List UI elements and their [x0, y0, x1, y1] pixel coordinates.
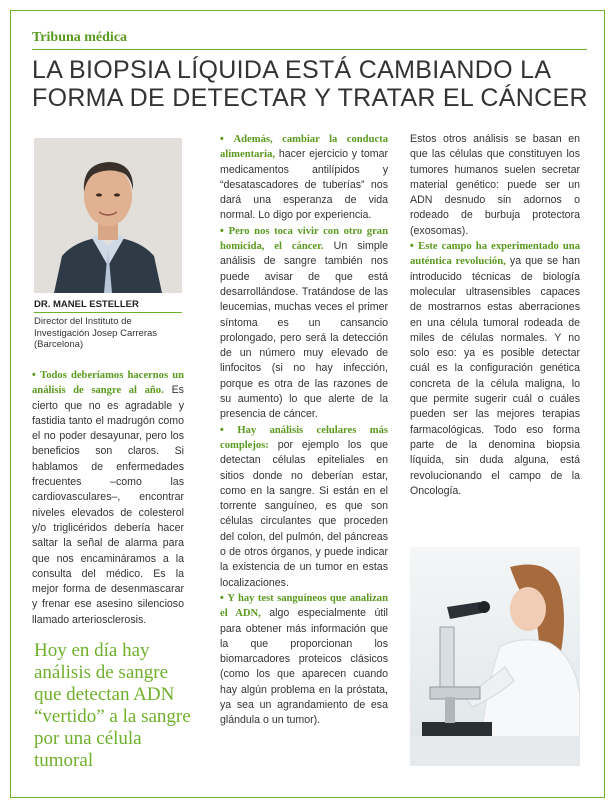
section-tag: Tribuna médica — [32, 30, 128, 45]
paragraph — [220, 132, 388, 224]
paragraph-body: Un simple análisis de sangre también nos puede avisar de que está desarrollándose. Tratándose de las leucemias, muchas veces el primer síntoma es un cansancio prolongado, pero será la detección de un número muy elevado de linfocitos (si no hay infección, porque es otra de las razones de su aumento) lo que alerte de la presencia de cáncer. — [220, 240, 388, 421]
paragraph-lead: Este campo ha experimentado una auténtica revolución, — [410, 241, 580, 268]
paragraph — [32, 368, 184, 628]
page-title: LA BIOPSIA LÍQUIDA ESTÁ CAMBIANDO LA FORMA DE DETECTAR Y TRATAR EL CÁNCER — [32, 56, 588, 112]
paragraph — [410, 239, 580, 499]
bullet-icon: • — [220, 133, 224, 145]
lab-photo — [410, 547, 580, 766]
paragraph-lead: Hay análisis celulares más complejos: — [220, 424, 388, 451]
paragraph — [410, 132, 580, 239]
paragraph-lead: Además, cambiar la conducta alimentaria, — [220, 134, 388, 161]
paragraph-lead: Pero nos toca vivir con otro gran homicida, el cáncer. — [220, 225, 388, 253]
author-portrait-image — [34, 138, 182, 293]
paragraph-body: hacer ejercicio y tomar medicamentos antilípidos y “desatascadores de tuberías” nos dará una esperanza de vida normal. Lo digo por experiencia. — [220, 148, 388, 222]
paragraph-body: algo especialmente útil para obtener más información que la que proporcionan los biomarcadores proteicos clásicos (como los que aparecen cuando hay algún problema en la próstata, ya sea un agrandamiento de esa glándula o un tumor). — [220, 607, 388, 727]
column-1 — [32, 368, 184, 628]
bullet-icon: • — [220, 224, 224, 237]
bullet-icon: • — [410, 240, 414, 253]
paragraph-lead: Todos deberíamos hacernos un análisis de sangre al año. — [32, 370, 184, 397]
paragraph-body: ya que se han introducido técnicas de biología molecular ultrasensibles capaces de mostrarnos estas aberraciones en una célula tumoral rodeada de miles de células normales. Y no solo eso: ya es posible detectar cuál es la configuración genética concreta de la célula maligna, lo que permite sugerir cuál o cuáles pueden ser las mejores terapias farmacológicas. Todo eso forma parte de la denomina biopsia líquida, sin duda alguna, está revolucionando el campo de la Oncología. — [410, 255, 581, 497]
bullet-icon: • — [32, 369, 36, 381]
scientist-microscope-image — [410, 547, 580, 766]
column-2 — [220, 132, 388, 729]
paragraph-lead: Y hay test sanguíneos que analizan el ADN, — [220, 592, 388, 620]
author-name: DR. MANEL ESTELLER — [34, 299, 139, 310]
paragraph-body: Estos otros análisis se basan en que las células que constituyen los tumores humanos suelen secretar material genético: puede ser un ADN desnudo sin adornos o rodeado de burbuja protectora (exosomas). — [410, 133, 580, 237]
bullet-icon: • — [220, 423, 224, 436]
paragraph-body: por ejemplo los que detectan células epiteliales en sitios donde no deberían estar, como en la sangre. Si están en el torrente sanguíneo, es que son células circulantes que proceden del colon, del pulmón, del páncreas o de otros órganos, y puede indicar la existencia de un tumor en estas localizaciones. — [220, 438, 388, 589]
column-3 — [410, 132, 580, 499]
paragraph — [220, 591, 388, 729]
paragraph — [220, 224, 388, 423]
paragraph-body: Es cierto que no es agradable y fastidia tanto el madrugón como el no poder desayunar, pero los beneficios son claros. Si hablamos de enfermedades frecuentes –como las cardiovasculares–, encontrar niveles elevados de colesterol y/o triglicéridos debería hacer saltar la señal de alarma para que nos encamináramos a la consulta del médico. Es la mejor forma de desenmascarar y frenar ese asesino silencioso llamado arteriosclerosis. — [32, 384, 184, 626]
author-photo — [34, 138, 182, 293]
paragraph — [220, 423, 388, 591]
pull-quote: Hoy en día hay análisis de sangre que detectan ADN “vertido” a la sangre por una célula tumoral — [34, 640, 191, 771]
section-divider — [32, 49, 587, 50]
bullet-icon: • — [220, 591, 224, 604]
author-role: Director del Instituto de Investigación Josep Carreras (Barcelona) — [34, 316, 158, 350]
caption-divider — [34, 312, 182, 313]
